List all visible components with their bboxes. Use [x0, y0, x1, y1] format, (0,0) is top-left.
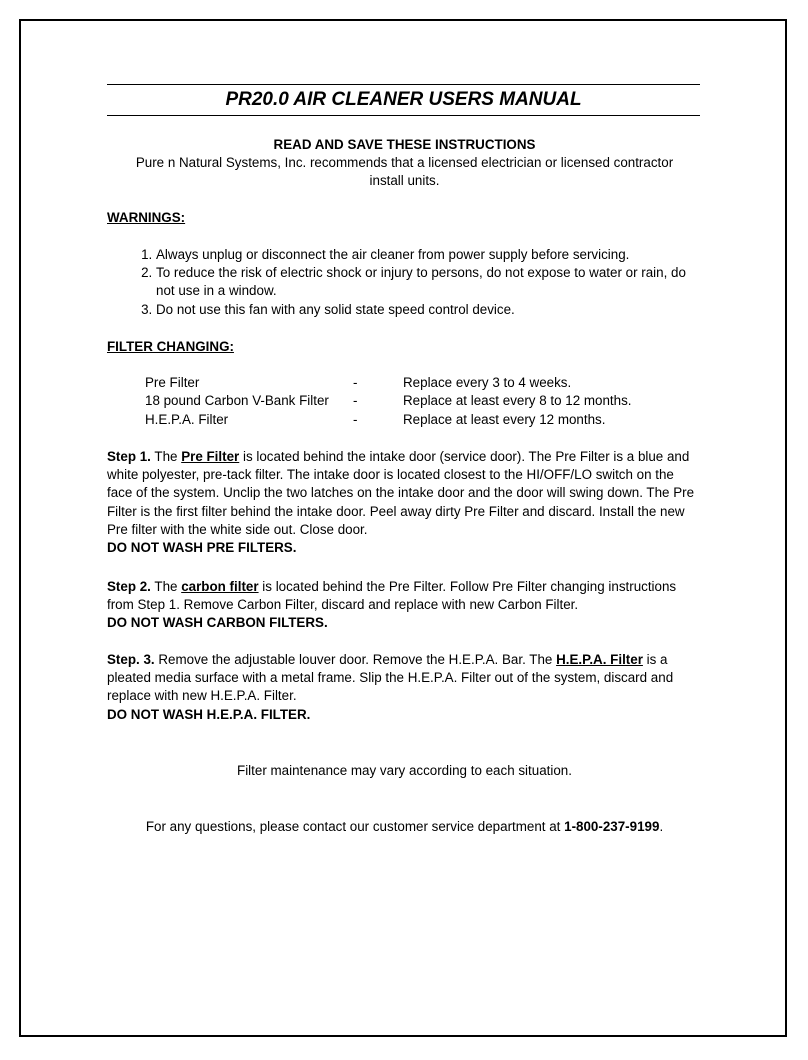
- step-1-paragraph: [107, 448, 702, 539]
- step-1-pre: The: [150, 449, 182, 464]
- step-1: [107, 448, 702, 557]
- contact-end: .: [659, 819, 664, 834]
- step-2-pre: The: [150, 579, 182, 594]
- contact-line: [107, 818, 702, 836]
- contact-phone: 1-800-237-9199: [564, 819, 660, 834]
- warnings-list: [107, 246, 702, 319]
- step-2-warning: DO NOT WASH CARBON FILTERS.: [107, 615, 328, 631]
- step-3-text: is a pleated media surface with a metal frame. Slip the H.E.P.A. Filter out of the system, discard and replace with new H.E.P.A. Filter.: [107, 652, 674, 704]
- step-3: [107, 651, 702, 724]
- warnings-list-wrap: [107, 246, 702, 319]
- filter-name: Pre Filter: [145, 375, 200, 390]
- step-1-term: Pre Filter: [181, 449, 240, 464]
- step-2-text: is located behind the Pre Filter. Follow Pre Filter changing instructions from Step 1. Remove Carbon Filter, discard and replace with new Carbon Filter.: [107, 579, 677, 613]
- title-bar: [107, 84, 700, 116]
- filter-dash: -: [353, 393, 358, 409]
- filter-name: H.E.P.A. Filter: [145, 411, 229, 427]
- step-2-label: Step 2.: [107, 579, 151, 594]
- intro: [107, 136, 702, 191]
- step-2-term: carbon filter: [181, 579, 259, 594]
- filter-interval: Replace every 3 to 4 weeks.: [403, 375, 572, 390]
- warnings-heading-wrap: [107, 209, 702, 227]
- intro-heading: READ AND SAVE THESE INSTRUCTIONS: [273, 137, 536, 152]
- step-3-paragraph: [107, 651, 702, 706]
- step-3-warning: DO NOT WASH H.E.P.A. FILTER.: [107, 706, 311, 722]
- warnings-heading: WARNINGS:: [107, 210, 186, 225]
- step-3-label: Step. 3.: [107, 652, 155, 667]
- maintenance-note: Filter maintenance may vary according to each situation.: [237, 763, 572, 778]
- warning-item: 2. To reduce the risk of electric shock or injury to persons, do not expose to water or rain, do not use in a window.: [156, 264, 702, 300]
- step-2: [107, 578, 702, 633]
- filter-interval: Replace at least every 8 to 12 months.: [403, 393, 632, 409]
- step-2-paragraph: [107, 578, 702, 614]
- filter-dash: -: [353, 375, 358, 390]
- warning-item: 3. Do not use this fan with any solid state speed control device.: [156, 301, 702, 319]
- filter-changing-heading-wrap: [107, 338, 702, 356]
- intro-line-2: install units.: [369, 173, 440, 189]
- filter-name: 18 pound Carbon V-Bank Filter: [145, 393, 329, 409]
- filter-dash: -: [353, 411, 358, 427]
- contact-text: For any questions, please contact our customer service department at: [145, 819, 565, 834]
- filter-interval: Replace at least every 12 months.: [403, 411, 606, 427]
- step-3-pre: Remove the adjustable louver door. Remove the H.E.P.A. Bar. The: [154, 652, 557, 667]
- page-title: PR20.0 AIR CLEANER USERS MANUAL: [225, 89, 582, 110]
- step-1-text: is located behind the intake door (service door). The Pre Filter is a blue and white polyester, pre-tack filter. The intake door is located closest to the HI/OFF/LO switch on the face of the system. Unclip the two latches on the intake door and the door will swing down. The Pre Filter is the first filter behind the intake door. Peel away dirty Pre Filter and discard. Install the new Pre filter with the white side out. Close door.: [107, 449, 695, 537]
- filter-changing-heading: FILTER CHANGING:: [107, 339, 234, 354]
- intro-line-1: Pure n Natural Systems, Inc. recommends that a licensed electrician or licensed contractor: [135, 155, 674, 171]
- step-1-warning: DO NOT WASH PRE FILTERS.: [107, 540, 297, 556]
- step-1-label: Step 1.: [107, 449, 151, 464]
- step-3-term: H.E.P.A. Filter: [556, 652, 643, 667]
- warning-item: 1. Always unplug or disconnect the air cleaner from power supply before servicing.: [156, 246, 702, 264]
